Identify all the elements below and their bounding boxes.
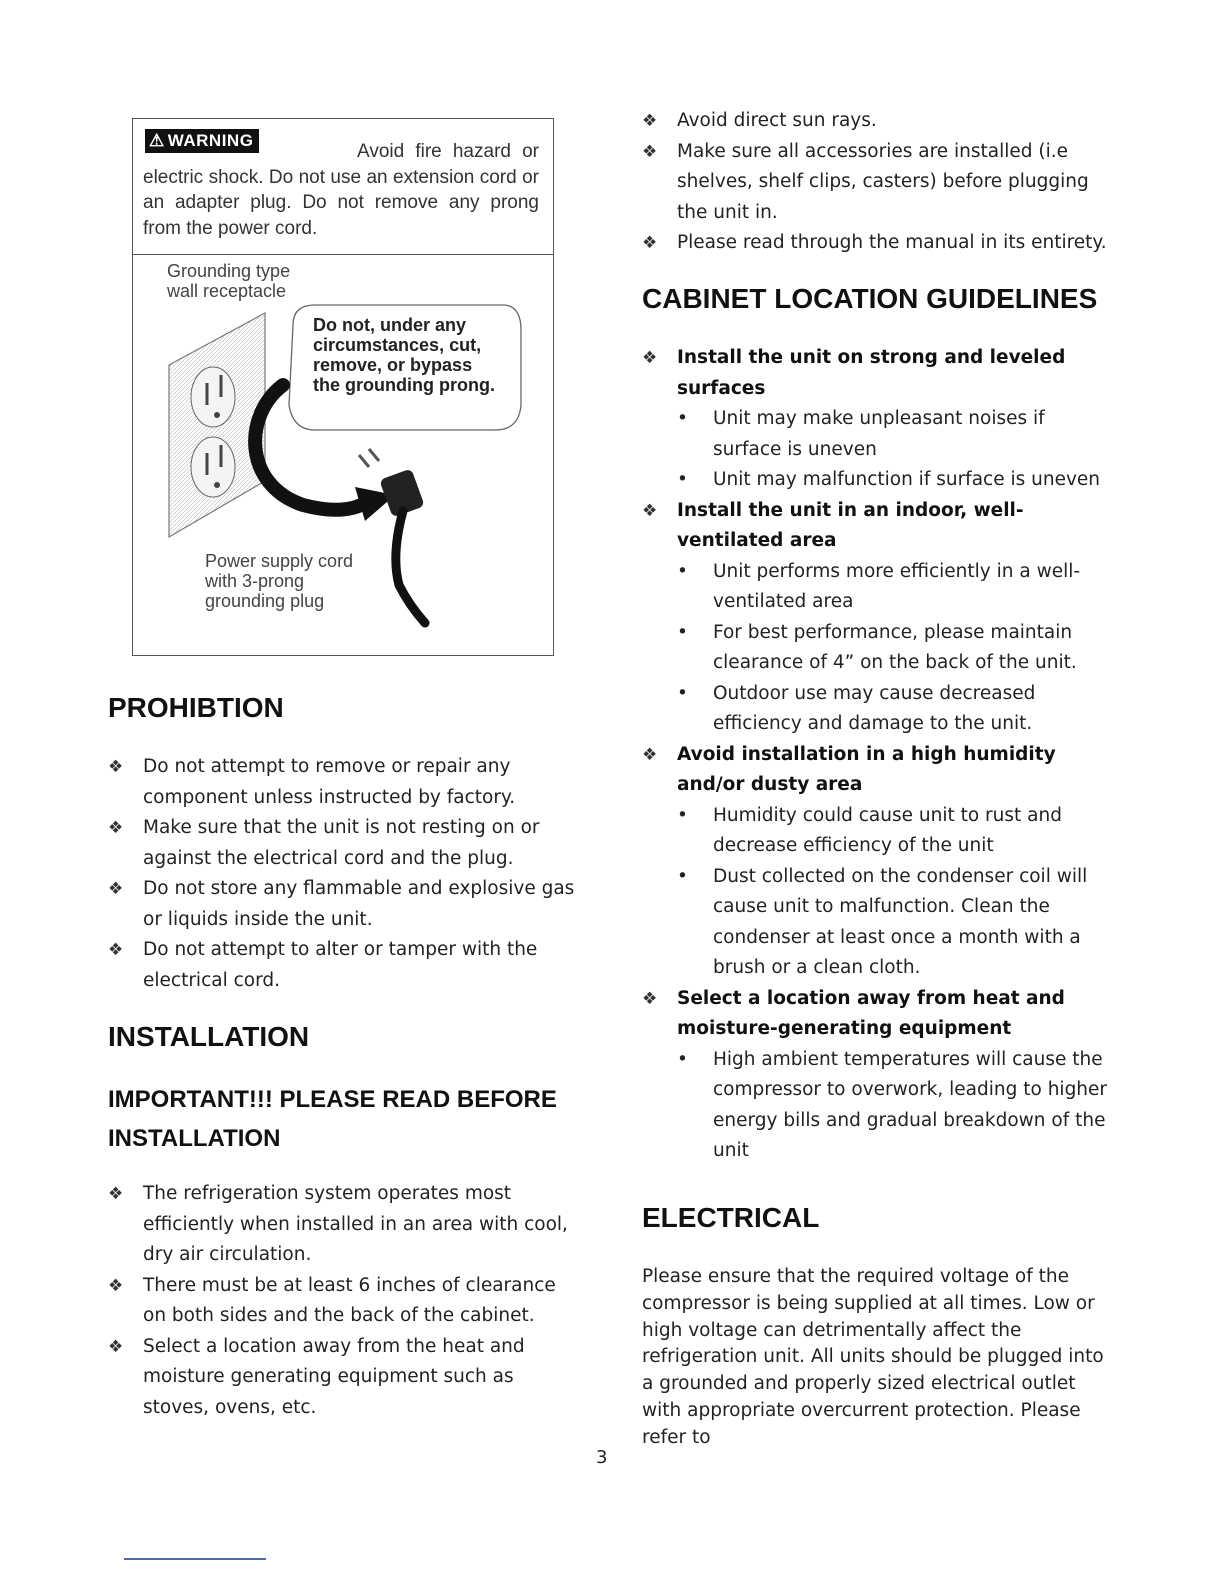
diamond-bullet-icon: ❖: [642, 744, 658, 765]
dot-bullet-icon: •: [677, 408, 688, 429]
sub-list: [677, 557, 1112, 740]
grounding-callout: Do not, under any circumstances, cut, remove, or bypass the grounding prong.: [313, 315, 495, 395]
diamond-bullet-icon: ❖: [108, 1336, 124, 1357]
sub-list: [677, 801, 1112, 984]
list-item: ❖ Avoid installation in a high humidity and/or dusty area • Humidity could cause unit to rust and decrease efficiency of the unit • Dust collected on the condenser coil will cause unit to malfunction. Clean the condenser at least once a month with a brush or a clean cloth.: [642, 740, 1112, 984]
list-item: • Unit may malfunction if surface is uneven: [677, 465, 1112, 496]
diamond-bullet-icon: ❖: [108, 1275, 124, 1296]
list-item: ❖ Avoid direct sun rays.: [642, 106, 1112, 137]
list-item: ❖ Do not store any flammable and explosive gas or liquids inside the unit.: [108, 874, 578, 935]
diamond-bullet-icon: ❖: [642, 500, 658, 521]
diamond-bullet-icon: ❖: [108, 1184, 124, 1204]
diamond-bullet-icon: ❖: [642, 233, 658, 253]
cabinet-title: CABINET LOCATION GUIDELINES: [642, 283, 1098, 314]
prohibition-title: PROHIBTION: [108, 692, 284, 723]
outlet-figure: [133, 255, 553, 653]
footnote-rule: [124, 1558, 266, 1560]
cord-label: Power supply cord with 3-prong grounding plug: [205, 551, 354, 611]
list-item: • High ambient temperatures will cause the compressor to overwork, leading to higher energy bills and gradual breakdown of the unit: [677, 1045, 1112, 1167]
list-item: ❖ Do not attempt to alter or tamper with the electrical cord.: [108, 935, 578, 996]
warning-badge-label: WARNING: [167, 131, 254, 150]
list-item: ❖ There must be at least 6 inches of clearance on both sides and the back of the cabinet.: [108, 1271, 578, 1332]
list-item: • Unit performs more efficiently in a well-ventilated area: [677, 557, 1112, 618]
list-item: ❖ Make sure that the unit is not resting on or against the electrical cord and the plug.: [108, 813, 578, 874]
installation-title: INSTALLATION: [108, 1021, 310, 1052]
dot-bullet-icon: •: [677, 469, 688, 490]
page-number: 3: [596, 1447, 608, 1468]
dot-bullet-icon: •: [677, 621, 688, 643]
cabinet-list: [642, 343, 1112, 1167]
list-item: ❖ Select a location away from heat and moisture-generating equipment • High ambient temperatures will cause the compressor to overwork, leading to higher energy bills and gradual breakdown of the unit: [642, 984, 1112, 1167]
diamond-bullet-icon: ❖: [642, 111, 658, 131]
dot-bullet-icon: •: [677, 560, 688, 582]
sub-list: [677, 1045, 1112, 1167]
diamond-bullet-icon: ❖: [642, 988, 658, 1009]
electrical-paragraph: Please ensure that the required voltage of the compressor is being supplied at all times. Low or high voltage can detrimentally affect the refrigeration unit. All units should be plugged into a grounded and properly sized electrical outlet with appropriate overcurrent protection. Please refer to: [642, 1266, 1104, 1448]
dot-bullet-icon: •: [677, 804, 688, 826]
list-item: ❖ Install the unit in an indoor, well-ventilated area • Unit performs more efficiently in a well-ventilated area • For best performance, please maintain clearance of 4” on the back of the unit. • Outdoor use may cause decreased efficiency and damage to the unit.: [642, 496, 1112, 740]
list-item: • Humidity could cause unit to rust and decrease efficiency of the unit: [677, 801, 1112, 862]
installation-list: [108, 1179, 578, 1423]
warning-badge: [145, 129, 259, 153]
diamond-bullet-icon: ❖: [108, 879, 124, 899]
dot-bullet-icon: •: [677, 682, 688, 704]
list-item: • Outdoor use may cause decreased efficiency and damage to the unit.: [677, 679, 1112, 740]
warning-triangle-icon: ⚠: [149, 131, 165, 150]
list-item: ❖ Install the unit on strong and leveled surfaces • Unit may make unpleasant noises if surface is uneven • Unit may malfunction if surface is uneven: [642, 343, 1112, 496]
list-item: ❖ The refrigeration system operates most efficiently when installed in an area with cool, dry air circulation.: [108, 1179, 578, 1271]
dot-bullet-icon: •: [677, 1048, 688, 1070]
diamond-bullet-icon: ❖: [642, 141, 658, 162]
warning-header: [133, 119, 553, 255]
warning-box: [132, 118, 554, 656]
diamond-bullet-icon: ❖: [108, 940, 124, 960]
general-notes-list: [642, 106, 1112, 259]
diamond-bullet-icon: ❖: [642, 348, 658, 368]
list-item: ❖ Select a location away from the heat and moisture generating equipment such as stoves, ovens, etc.: [108, 1332, 578, 1424]
prohibition-list: [108, 752, 578, 996]
list-item: ❖ Make sure all accessories are installed (i.e shelves, shelf clips, casters) before plugging the unit in.: [642, 137, 1112, 229]
diamond-bullet-icon: ❖: [108, 818, 124, 838]
electrical-title: ELECTRICAL: [642, 1202, 820, 1233]
installation-subtitle: IMPORTANT!!! PLEASE READ BEFORE INSTALLATION: [108, 1086, 557, 1152]
list-item: • Dust collected on the condenser coil will cause unit to malfunction. Clean the condenser at least once a month with a brush or a clean cloth.: [677, 862, 1112, 984]
receptacle-label: Grounding type wall receptacle: [167, 261, 291, 301]
list-item: • Unit may make unpleasant noises if surface is uneven: [677, 404, 1112, 465]
warning-text: Avoid fire hazard or electric shock. Do not use an extension cord or an adapter plug. Do not remove any prong from the power cord.: [143, 141, 539, 239]
list-item: ❖ Do not attempt to remove or repair any component unless instructed by factory.: [108, 752, 578, 813]
sub-list: [677, 404, 1112, 496]
diamond-bullet-icon: ❖: [108, 757, 124, 777]
dot-bullet-icon: •: [677, 865, 688, 887]
list-item: • For best performance, please maintain clearance of 4” on the back of the unit.: [677, 618, 1112, 679]
list-item: ❖ Please read through the manual in its entirety.: [642, 228, 1112, 259]
